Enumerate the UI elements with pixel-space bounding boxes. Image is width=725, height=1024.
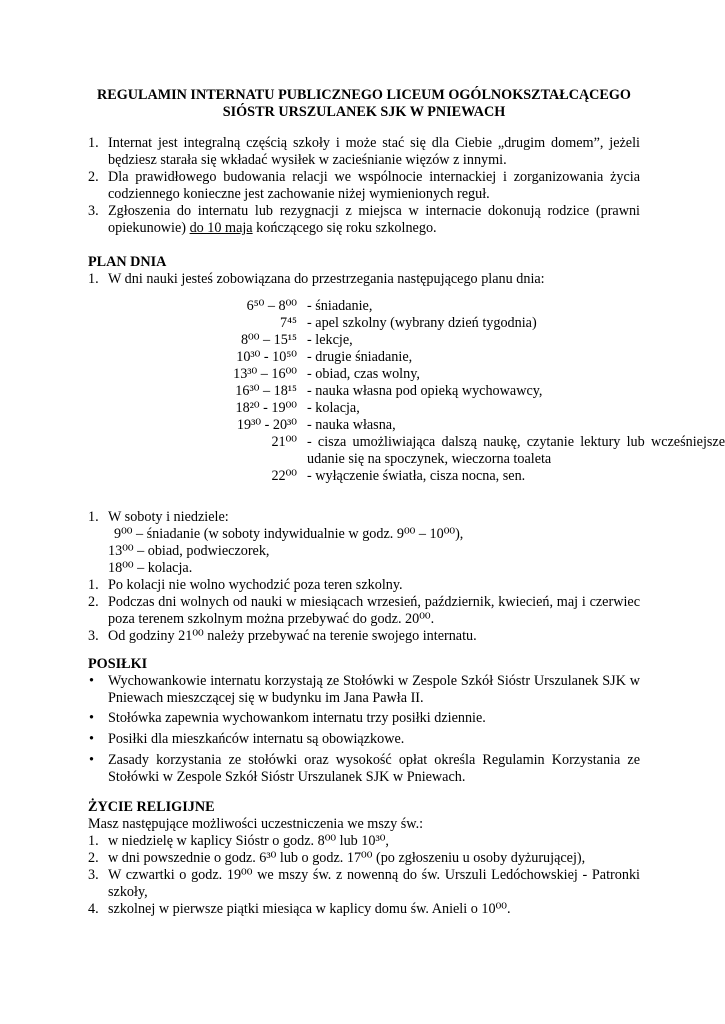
weekend-line: 13⁰⁰ – obiad, podwieczorek, <box>108 543 270 559</box>
meals-item: • Posiłki dla mieszkańców internatu są obowiązkowe. <box>89 731 405 747</box>
rule-item: 1. Po kolacji nie wolno wychodzić poza teren szkolny. <box>88 577 403 593</box>
schedule-row: 13³⁰ – 16⁰⁰ - obiad, czas wolny, <box>233 366 420 382</box>
intro-item-2: 2. Dla prawidłowego budowania relacji we wspólnocie internackiej i zorganizowania życia codziennego konieczne jest zachowanie niżej wymienionych reguł. <box>88 169 640 202</box>
religious-item: 3. W czwartki o godz. 19⁰⁰ we mszy św. z nowenną do św. Urszuli Ledóchowskiej - Patronki szkoły, <box>88 867 640 900</box>
plan-intro: 1. W dni nauki jesteś zobowiązana do przestrzegania następującego planu dnia: <box>88 271 545 287</box>
meals-list <box>88 673 640 786</box>
religious-item: 4. szkolnej w pierwsze piątki miesiąca w kaplicy domu św. Anieli o 10⁰⁰. <box>88 901 511 917</box>
religious-section <box>88 816 640 918</box>
schedule-row: 22⁰⁰ - wyłączenie światła, cisza nocna, sen. <box>271 468 526 484</box>
schedule-row: 19³⁰ - 20³⁰ - nauka własna, <box>236 417 396 433</box>
schedule-row: 21⁰⁰ - cisza umożliwiająca dalszą naukę, czytanie lektury lub wcześniejsze udanie się na spoczynek, wieczorna toaleta <box>271 434 725 467</box>
religious-item: 1. w niedzielę w kaplicy Sióstr o godz. 8⁰⁰ lub 10³⁰, <box>88 833 389 849</box>
religious-item: 2. w dni powszednie o godz. 6³⁰ lub o godz. 17⁰⁰ (po zgłoszeniu u osoby dyżurującej), <box>88 850 586 866</box>
weekend-line: 18⁰⁰ – kolacja. <box>108 560 193 576</box>
schedule-row: 7⁴⁵ - apel szkolny (wybrany dzień tygodnia) <box>280 315 537 331</box>
intro-item-1: 1. Internat jest integralną częścią szkoły i może stać się dla Ciebie „drugim domem”, jeżeli będziesz starała się wkładać wysiłek w zacieśnianie więzów z innymi. <box>88 135 640 168</box>
schedule-row: 8⁰⁰ – 15¹⁵ - lekcje, <box>240 332 353 348</box>
meals-item: • Stołówka zapewnia wychowankom internatu trzy posiłki dziennie. <box>89 710 486 726</box>
meals-item: • Wychowankowie internatu korzystają ze Stołówki w Zespole Szkół Sióstr Urszulanek SJK w Pniewach mieszczącej się w budynku im Jana Pawła II. <box>89 673 640 706</box>
weekend-section: 1. W soboty i niedziele: 9⁰⁰ – śniadanie (w soboty indywidualnie w godz. 9⁰⁰ – 10⁰⁰), 13⁰⁰ – obiad, podwieczorek, 18⁰⁰ – kolacja. 1. Po kolacji nie wolno wychodzić poza teren szkolny. 2. Podczas dni wolnych od nauki w miesiącach wrzesień, październik, kwiecień, maj i czerwiec poza terenem szkolnym można przebywać do godz. 20⁰⁰. 3. Od godziny 21⁰⁰ należy przebywać na terenie swojego internatu. <box>88 509 640 644</box>
schedule-row: 6⁵⁰ – 8⁰⁰ - śniadanie, <box>246 298 373 314</box>
religious-intro: Masz następujące możliwości uczestniczenia we mszy św.: <box>88 816 424 832</box>
meals-heading: POSIŁKI <box>88 656 148 672</box>
schedule-row: 10³⁰ - 10⁵⁰ - drugie śniadanie, <box>236 349 413 365</box>
weekend-line: 9⁰⁰ – śniadanie (w soboty indywidualnie w godz. 9⁰⁰ – 10⁰⁰), <box>114 526 464 542</box>
title-line-2: SIÓSTR URSZULANEK SJK W PNIEWACH <box>222 104 506 120</box>
schedule-row: 18²⁰ - 19⁰⁰ - kolacja, <box>235 400 360 416</box>
schedule-row: 16³⁰ – 18¹⁵ - nauka własna pod opieką wychowawcy, <box>235 383 543 399</box>
religious-heading: ŻYCIE RELIGIJNE <box>88 799 215 815</box>
rule-item: 3. Od godziny 21⁰⁰ należy przebywać na terenie swojego internatu. <box>88 628 477 644</box>
intro-item-3: 3. Zgłoszenia do internatu lub rezygnacji z miejsca w internacie dokonują rodzice (prawni opiekunowie) do 10 maja kończącego się roku szkolnego. <box>88 203 640 236</box>
rule-item: 2. Podczas dni wolnych od nauki w miesiącach wrzesień, październik, kwiecień, maj i czerwiec poza terenem szkolnym można przebywać do godz. 20⁰⁰. <box>88 594 640 627</box>
document-title <box>88 87 640 121</box>
title-line-1: REGULAMIN INTERNATU PUBLICZNEGO LICEUM OGÓLNOKSZTAŁCĄCEGO <box>97 87 631 103</box>
meals-item: • Zasady korzystania ze stołówki oraz wysokość opłat określa Regulamin Korzystania ze Stołówki w Zespole Szkół Sióstr Urszulanek SJK w Pniewach. <box>89 752 640 785</box>
deadline-date: do 10 maja <box>189 220 253 236</box>
daily-schedule <box>88 298 725 485</box>
intro-list <box>88 135 640 237</box>
plan-heading: PLAN DNIA <box>88 254 167 270</box>
